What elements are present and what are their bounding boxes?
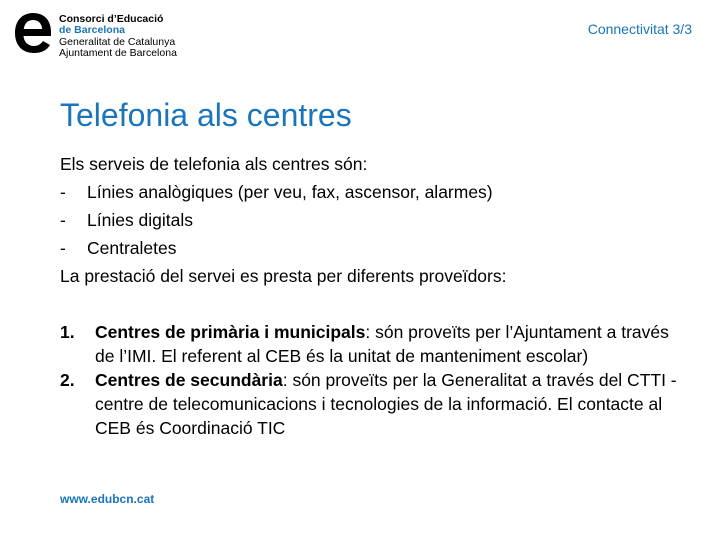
consorci-logo <box>14 12 184 62</box>
item-text: : són proveïts per la Generalitat a través del CTTI -centre de telecomunicacions i tecnologies de la informació. El contacte al CEB és Coordinació TIC <box>95 370 677 438</box>
bullet-dash: - <box>60 210 66 230</box>
bullet-dash: - <box>60 238 66 258</box>
logo-line-generalitat: Generalitat de Catalunya <box>59 35 176 48</box>
item-body <box>95 320 680 368</box>
item-heading: Centres de secundària <box>95 370 283 390</box>
logo-line-barcelona: de Barcelona <box>59 24 125 37</box>
list-item <box>60 206 506 234</box>
intro-block <box>60 150 506 290</box>
item-number: 1. <box>60 322 75 342</box>
logo-text <box>59 14 177 59</box>
footer-website-link[interactable]: www.edubcn.cat <box>60 492 155 506</box>
bullet-text: Centraletes <box>87 238 177 258</box>
intro-lead: Els serveis de telefonia als centres són: <box>60 154 368 174</box>
list-item <box>60 178 506 206</box>
numbered-item-primaria <box>60 320 700 368</box>
slide-counter: Connectivitat 3/3 <box>587 21 692 37</box>
item-body <box>95 368 680 440</box>
slide-title: Telefonia als centres <box>60 97 352 133</box>
bullet-text: Línies digitals <box>87 210 194 230</box>
item-text: : són proveïts per l’Ajuntament a través de l’IMI. El referent al CEB és la unitat de manteniment escolar) <box>95 322 669 366</box>
item-number: 2. <box>60 370 75 390</box>
intro-closing: La prestació del servei es presta per diferents proveïdors: <box>60 266 507 286</box>
numbered-list <box>60 320 700 440</box>
list-item <box>60 234 506 262</box>
logo-line-ajuntament: Ajuntament de Barcelona <box>59 46 177 59</box>
item-heading: Centres de primària i municipals <box>95 322 366 342</box>
bullet-dash: - <box>60 182 66 202</box>
numbered-item-secundaria <box>60 368 700 440</box>
consorci-e-logo-icon <box>14 12 52 54</box>
bullet-text: Línies analògiques (per veu, fax, ascensor, alarmes) <box>87 182 493 202</box>
logo-line-consorci: Consorci d’Educació <box>59 13 164 25</box>
